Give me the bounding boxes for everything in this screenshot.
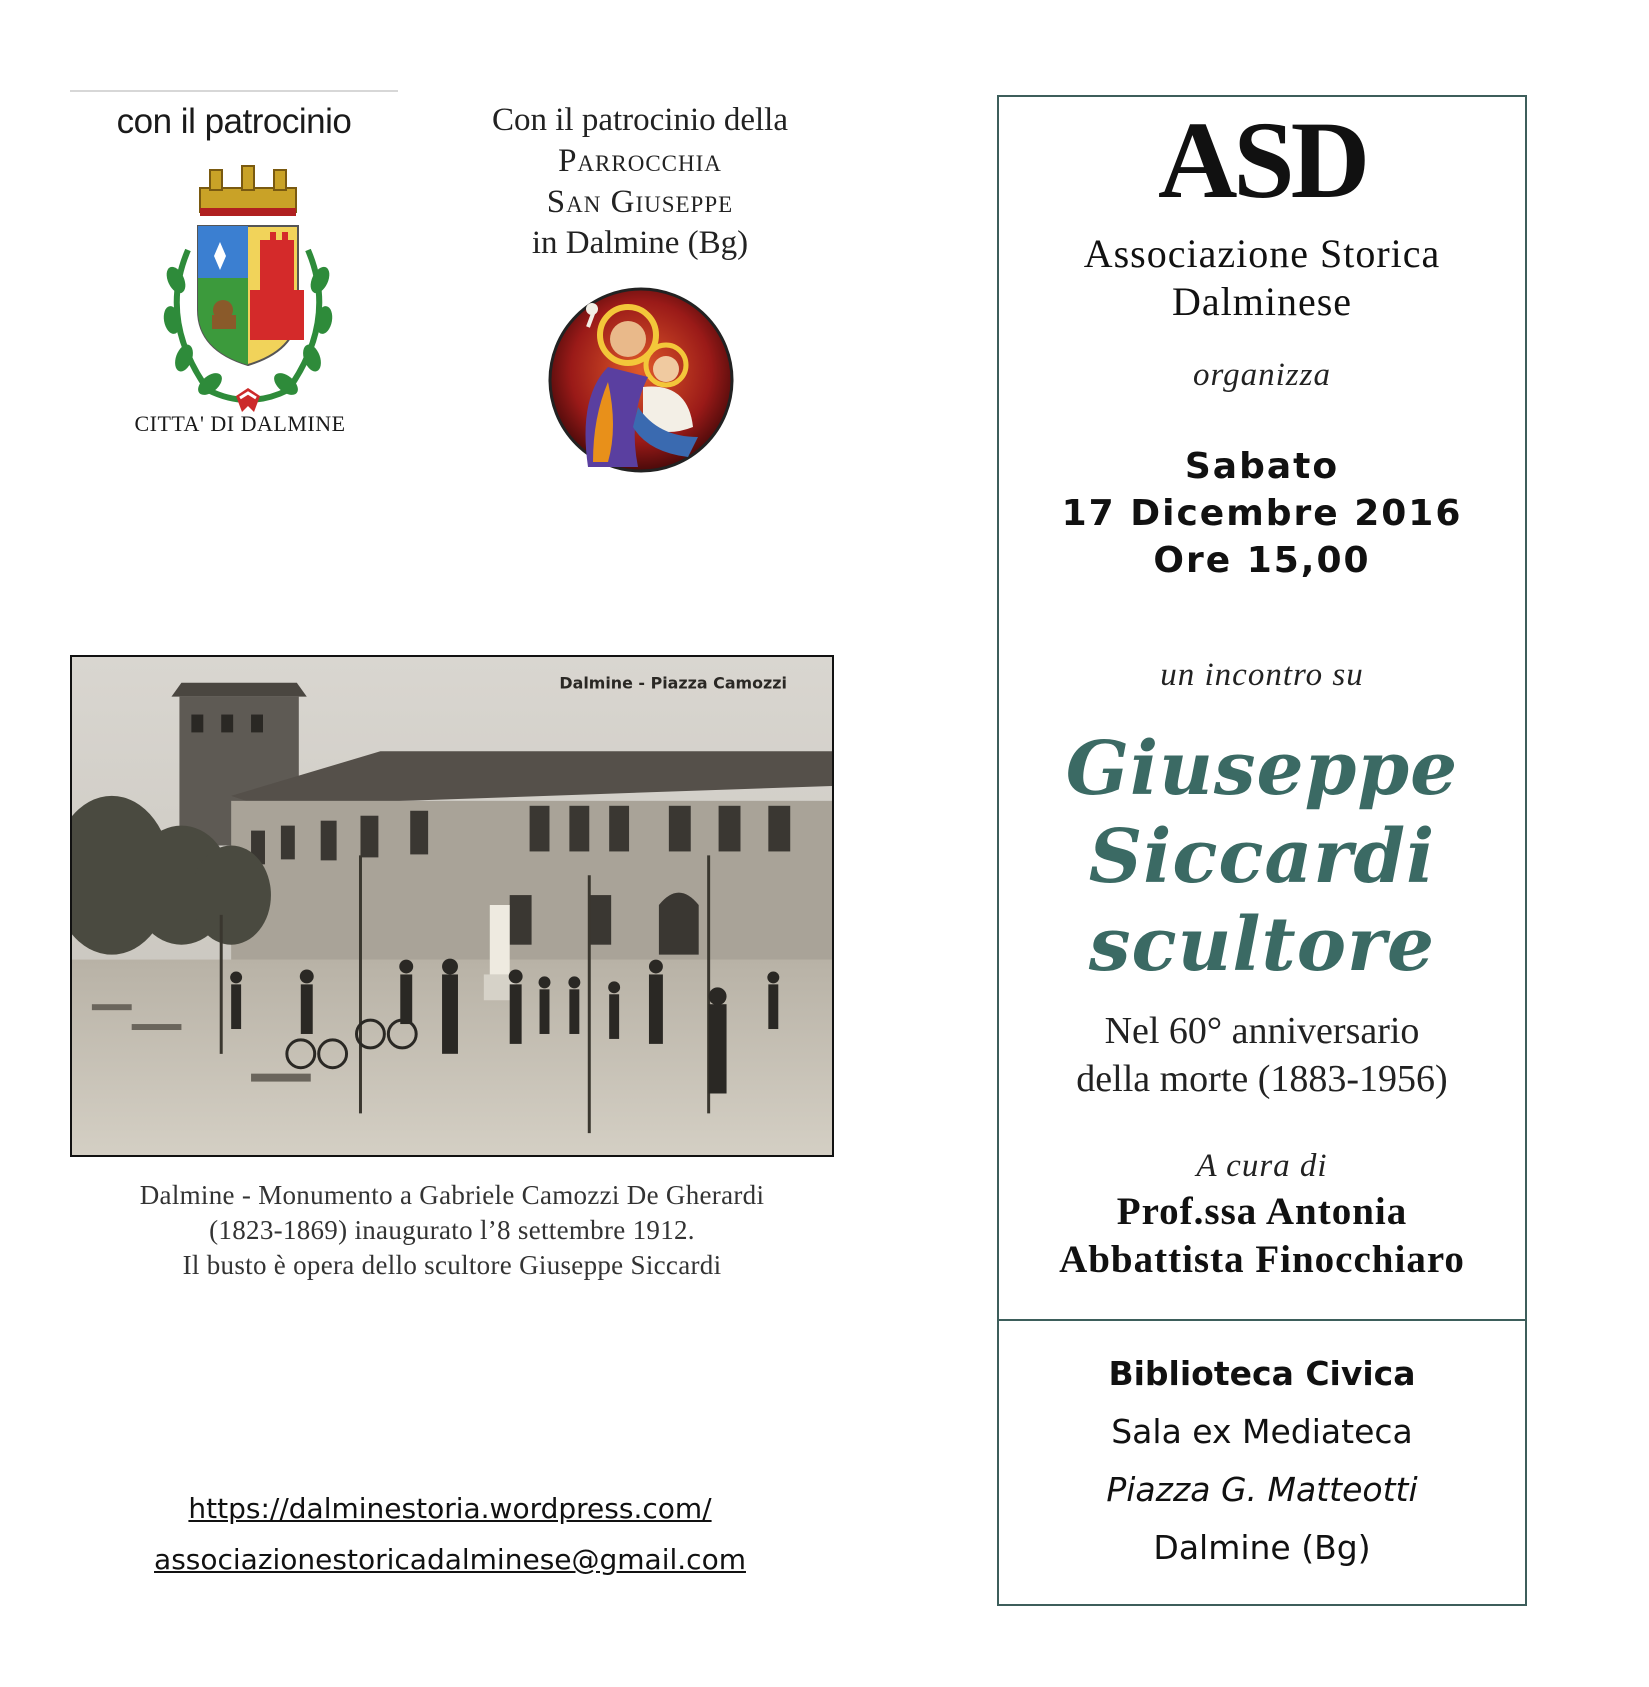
event-day: Sabato	[1184, 446, 1340, 487]
anniversary-note	[997, 1007, 1527, 1103]
curator-name	[997, 1188, 1527, 1284]
event-date: 17 Dicembre 2016	[1061, 493, 1463, 534]
venue-city: Dalmine (Bg)	[1153, 1528, 1371, 1567]
historic-photo-piazza-camozzi	[70, 655, 834, 1157]
organizes-label: organizza	[1193, 357, 1331, 393]
event-datetime	[997, 443, 1527, 584]
association-name-line-1: Associazione Storica	[1083, 231, 1441, 276]
city-name: CITTA' DI DALMINE	[134, 411, 346, 436]
patronage-label: con il patrocinio	[116, 102, 352, 141]
association-name-line-2: Dalminese	[1171, 279, 1353, 324]
photo-caption	[70, 1178, 834, 1283]
event-time: Ore 15,00	[1153, 540, 1371, 581]
email-link[interactable]: associazionestoricadalminese@gmail.com	[154, 1543, 746, 1576]
caption-line-1: Dalmine - Monumento a Gabriele Camozzi De Gherardi	[139, 1180, 765, 1210]
event-title-line-1: Giuseppe	[1065, 726, 1459, 812]
caption-line-3: Il busto è opera dello scultore Giuseppe Siccardi	[182, 1250, 722, 1280]
photo-overlay-text: Dalmine - Piazza Camozzi	[559, 673, 788, 693]
venue-room: Sala ex Mediateca	[1111, 1412, 1413, 1451]
event-title	[997, 725, 1527, 989]
anniversary-line-1: Nel 60° anniversario	[1104, 1010, 1420, 1052]
curator-line-1: Prof.ssa Antonia	[1116, 1190, 1408, 1233]
asd-logo: ASD	[1157, 99, 1367, 221]
parish-patronage	[440, 100, 840, 264]
parish-line-2: Parrocchia	[558, 143, 722, 179]
website-link[interactable]: https://dalminestoria.wordpress.com/	[188, 1492, 712, 1525]
patronage-divider	[70, 90, 398, 92]
parish-line-1: Con il patrocinio della	[491, 102, 789, 138]
parish-line-3: San Giuseppe	[546, 184, 734, 220]
meeting-intro: un incontro su	[1160, 657, 1364, 693]
panel-divider	[997, 1319, 1527, 1321]
venue-name: Biblioteca Civica	[1108, 1354, 1416, 1393]
curator-line-2: Abbattista Finocchiaro	[1059, 1238, 1465, 1281]
association-name	[997, 230, 1527, 326]
venue-info	[997, 1345, 1527, 1577]
saint-joseph-icon	[548, 287, 734, 473]
curated-by-label: A cura di	[1196, 1148, 1328, 1184]
parish-line-4: in Dalmine (Bg)	[531, 225, 749, 261]
caption-line-2: (1823-1869) inaugurato l’8 settembre 1912.	[209, 1215, 695, 1245]
venue-address: Piazza G. Matteotti	[1106, 1470, 1418, 1509]
event-title-line-2: Siccardi	[1088, 814, 1436, 900]
anniversary-line-2: della morte (1883-1956)	[1076, 1058, 1448, 1100]
event-title-line-3: scultore	[1088, 902, 1436, 988]
city-crest-icon	[148, 160, 348, 422]
